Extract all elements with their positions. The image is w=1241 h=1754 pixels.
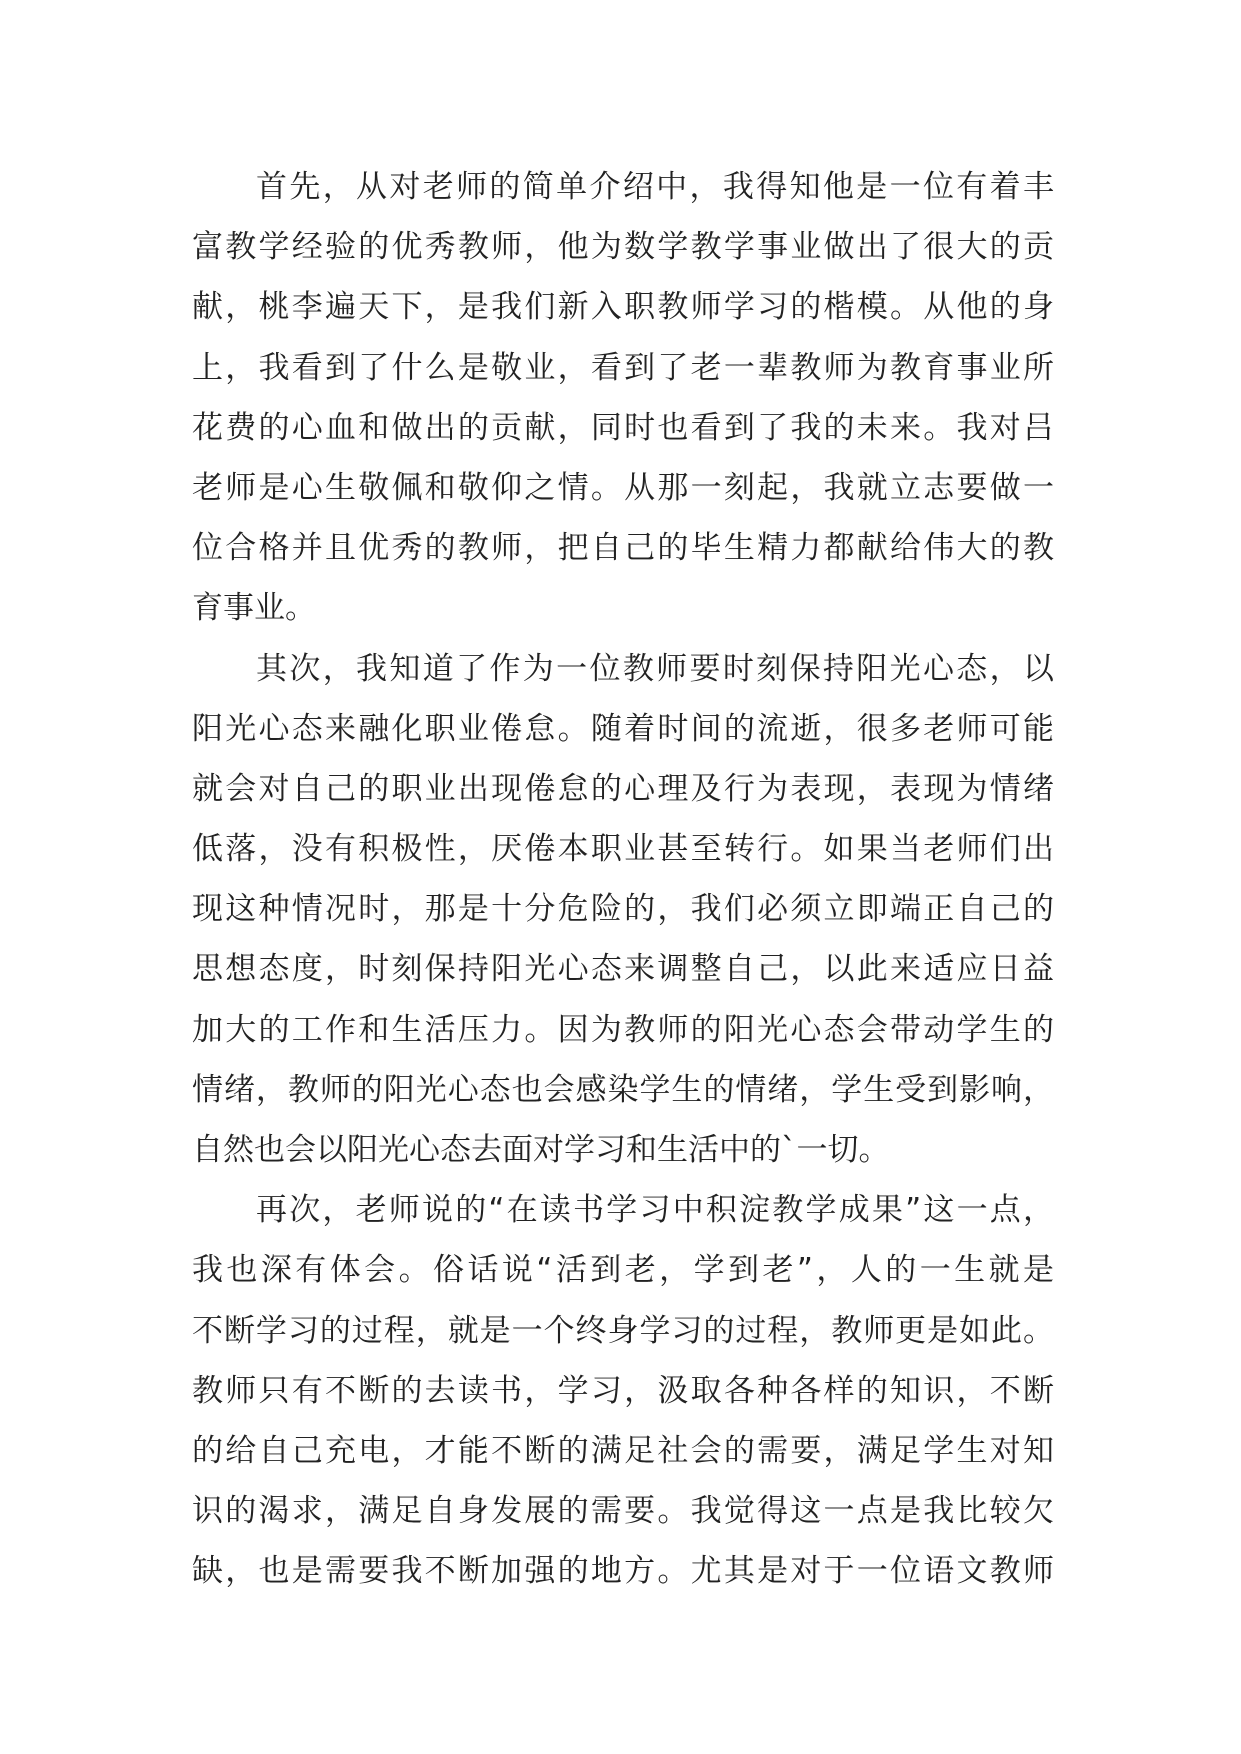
- paragraph-1-line-6: 老师是心生敬佩和敬仰之情。从那一刻起，我就立志要做一: [192, 469, 1054, 506]
- paragraph-2-line-3: 就会对自己的职业出现倦怠的心理及行为表现，表现为情绪: [192, 770, 1054, 807]
- paragraph-1-line-2: 富教学经验的优秀教师，他为数学教学事业做出了很大的贡: [192, 229, 1054, 266]
- paragraph-2-line-7: 加大的工作和生活压力。因为教师的阳光心态会带动学生的: [192, 1011, 1054, 1048]
- paragraph-2-line-4: 低落，没有积极性，厌倦本职业甚至转行。如果当老师们出: [192, 831, 1054, 868]
- paragraph-2-line-9: 自然也会以阳光心态去面对学习和生活中的`一切。: [192, 1132, 890, 1168]
- paragraph-3-line-5: 的给自己充电，才能不断的满足社会的需要，满足学生对知: [192, 1432, 1054, 1469]
- paragraph-2-line-2: 阳光心态来融化职业倦怠。随着时间的流逝，很多老师可能: [192, 710, 1054, 747]
- body-text: [192, 157, 1054, 1602]
- paragraph-1-line-7: 位合格并且优秀的教师，把自己的毕生精力都献给伟大的教: [192, 530, 1054, 567]
- paragraph-3-line-7: 缺，也是需要我不断加强的地方。尤其是对于一位语文教师: [192, 1553, 1054, 1590]
- paragraph-1-line-3: 献，桃李遍天下，是我们新入职教师学习的楷模。从他的身: [192, 289, 1054, 326]
- paragraph-1-line-5: 花费的心血和做出的贡献，同时也看到了我的未来。我对吕: [192, 409, 1054, 446]
- paragraph-1-line-8: 育事业。: [192, 590, 316, 627]
- paragraph-2-line-8: 情绪，教师的阳光心态也会感染学生的情绪，学生受到影响，: [192, 1071, 1054, 1108]
- paragraph-3-line-3: 不断学习的过程，就是一个终身学习的过程，教师更是如此。: [192, 1312, 1054, 1349]
- paragraph-2-line-6: 思想态度，时刻保持阳光心态来调整自己，以此来适应日益: [192, 951, 1054, 988]
- paragraph-3-line-1: 再次，老师说的“在读书学习中积淀教学成果”这一点，: [256, 1192, 1054, 1229]
- paragraph-1-line-4: 上，我看到了什么是敬业，看到了老一辈教师为教育事业所: [192, 349, 1054, 386]
- paragraph-3-line-6: 识的渴求，满足自身发展的需要。我觉得这一点是我比较欠: [192, 1493, 1054, 1530]
- paragraph-3-line-4: 教师只有不断的去读书，学习，汲取各种各样的知识，不断: [192, 1372, 1054, 1409]
- paragraph-2-line-1: 其次，我知道了作为一位教师要时刻保持阳光心态，以: [256, 650, 1054, 687]
- paragraph-1-line-1: 首先，从对老师的简单介绍中，我得知他是一位有着丰: [256, 169, 1054, 205]
- paragraph-3-line-2: 我也深有体会。俗话说“活到老，学到老”，人的一生就是: [192, 1252, 1054, 1289]
- paragraph-2-line-5: 现这种情况时，那是十分危险的，我们必须立即端正自己的: [192, 891, 1054, 928]
